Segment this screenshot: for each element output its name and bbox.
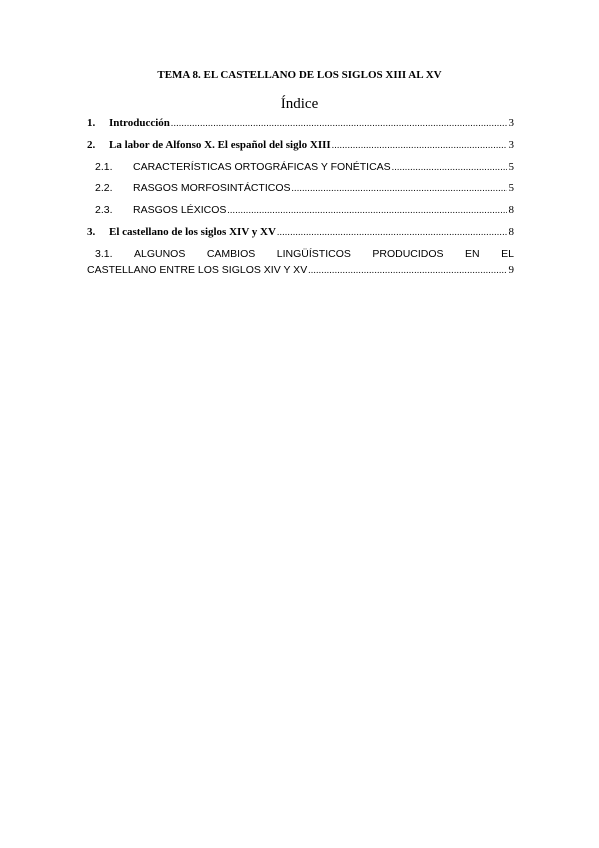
- toc-entry-word: LINGÜÍSTICOS: [276, 248, 351, 260]
- toc-entry-number: 2.1.: [95, 161, 113, 173]
- document-title: TEMA 8. EL CASTELLANO DE LOS SIGLOS XIII AL XV: [157, 69, 442, 81]
- toc-entry-page: 8: [508, 204, 514, 216]
- toc-entry-page: 8: [508, 226, 514, 238]
- toc-entry-label: Introducción: [109, 117, 170, 129]
- toc-entry-alfonso-x[interactable]: [87, 138, 514, 152]
- toc-entry-morfosintacticos[interactable]: [87, 181, 514, 195]
- toc-entry-number: 3.1.: [95, 248, 113, 260]
- toc-entry-page: 3: [508, 139, 514, 151]
- toc-entry-lexicos[interactable]: [87, 203, 514, 217]
- toc-entry-ortograficas[interactable]: [87, 160, 514, 174]
- toc-entry-cambios-linguisticos[interactable]: [87, 246, 514, 278]
- toc-entry-number: 2.: [87, 139, 96, 151]
- toc-entry-label: La labor de Alfonso X. El español del siglo XIII: [109, 139, 331, 151]
- toc-leader-dots: [227, 203, 506, 217]
- toc-entry-label: RASGOS MORFOSINTÁCTICOS: [133, 182, 291, 194]
- toc-heading: Índice: [280, 96, 319, 112]
- toc-leader-dots: [308, 262, 506, 278]
- toc-entry-label: RASGOS LÉXICOS: [133, 204, 227, 216]
- toc-entry-number: 2.2.: [95, 182, 113, 194]
- toc-entry-word: PRODUCIDOS: [372, 248, 444, 260]
- toc-leader-dots: [171, 116, 507, 130]
- toc-entry-page: 9: [508, 264, 514, 276]
- toc-entry-word: CAMBIOS: [206, 248, 256, 260]
- toc-entry-label: CASTELLANO ENTRE LOS SIGLOS XIV Y XV: [87, 264, 308, 276]
- toc-entry-page: 3: [508, 117, 514, 129]
- toc-entry-line-1: [95, 246, 514, 262]
- toc-entry-line-2: [87, 262, 514, 278]
- toc-entry-number: 1.: [87, 117, 96, 129]
- toc-leader-dots: [392, 160, 507, 174]
- toc-entry-label: El castellano de los siglos XIV y XV: [109, 226, 276, 238]
- toc-entry-siglos-xiv-xv[interactable]: [87, 225, 514, 239]
- toc-leader-dots: [292, 181, 507, 195]
- toc-entry-word: ALGUNOS: [134, 248, 186, 260]
- toc-leader-dots: [277, 225, 507, 239]
- toc-entry-page: 5: [508, 182, 514, 194]
- toc-entry-label: CARACTERÍSTICAS ORTOGRÁFICAS Y FONÉTICAS: [133, 161, 391, 173]
- toc-entry-number: 2.3.: [95, 204, 113, 216]
- toc-entry-word: EL: [501, 248, 514, 260]
- toc-entry-page: 5: [508, 161, 514, 173]
- toc-entry-number: 3.: [87, 226, 96, 238]
- toc-entry-introduccion[interactable]: [87, 116, 514, 130]
- toc-leader-dots: [332, 138, 507, 152]
- toc-entry-word: EN: [465, 248, 480, 260]
